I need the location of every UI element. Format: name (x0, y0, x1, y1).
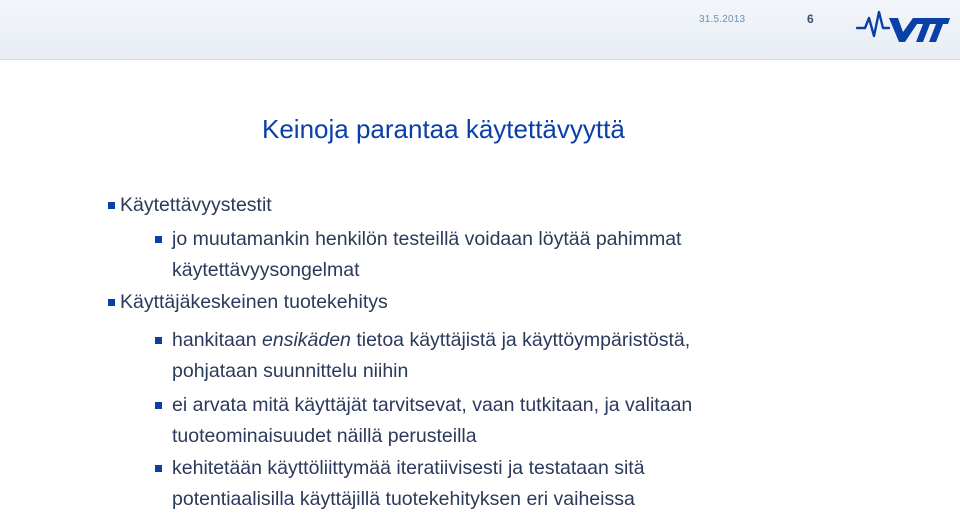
subbullet-firsthand-info (172, 325, 892, 387)
subbullet-iterative (172, 453, 892, 515)
bullet-user-centered-design (120, 287, 388, 318)
square-bullet-icon (155, 337, 162, 344)
subbullet-line: tuoteominaisuudet näillä perusteilla (172, 425, 477, 447)
page-number: 6 (807, 12, 814, 26)
subbullet-text-b: tietoa käyttäjistä ja käyttöympäristöstä, (350, 329, 691, 351)
square-bullet-icon (108, 299, 115, 306)
subbullet-line: ei arvata mitä käyttäjät tarvitsevat, vaan tutkitaan, ja valitaan (172, 394, 693, 416)
subbullet-emphasis: ensikäden (262, 329, 351, 351)
square-bullet-icon (108, 202, 115, 209)
subbullet-line: kehitetään käyttöliittymää iteratiivisesti ja testataan sitä (172, 457, 645, 479)
subbullet-line: jo muutamankin henkilön testeillä voidaan löytää pahimmat (172, 228, 682, 250)
square-bullet-icon (155, 236, 162, 243)
subbullet-line: käytettävyysongelmat (172, 259, 360, 281)
square-bullet-icon (155, 402, 162, 409)
subbullet-line: pohjataan suunnittelu niihin (172, 360, 409, 382)
slide-title: Keinoja parantaa käytettävyyttä (262, 114, 625, 144)
bullet-usability-testing (120, 190, 272, 221)
square-bullet-icon (155, 465, 162, 472)
subbullet-few-users (172, 224, 892, 286)
subbullet-line: potentiaalisilla käyttäjillä tuotekehityksen eri vaiheissa (172, 488, 635, 510)
bullet-text: Käyttäjäkeskeinen tuotekehitys (120, 291, 388, 313)
slide-date: 31.5.2013 (699, 14, 746, 25)
bullet-text: Käytettävyystestit (120, 194, 272, 216)
subbullet-text-a: hankitaan (172, 329, 262, 351)
subbullet-line (172, 325, 892, 356)
subbullet-dont-guess (172, 390, 892, 452)
